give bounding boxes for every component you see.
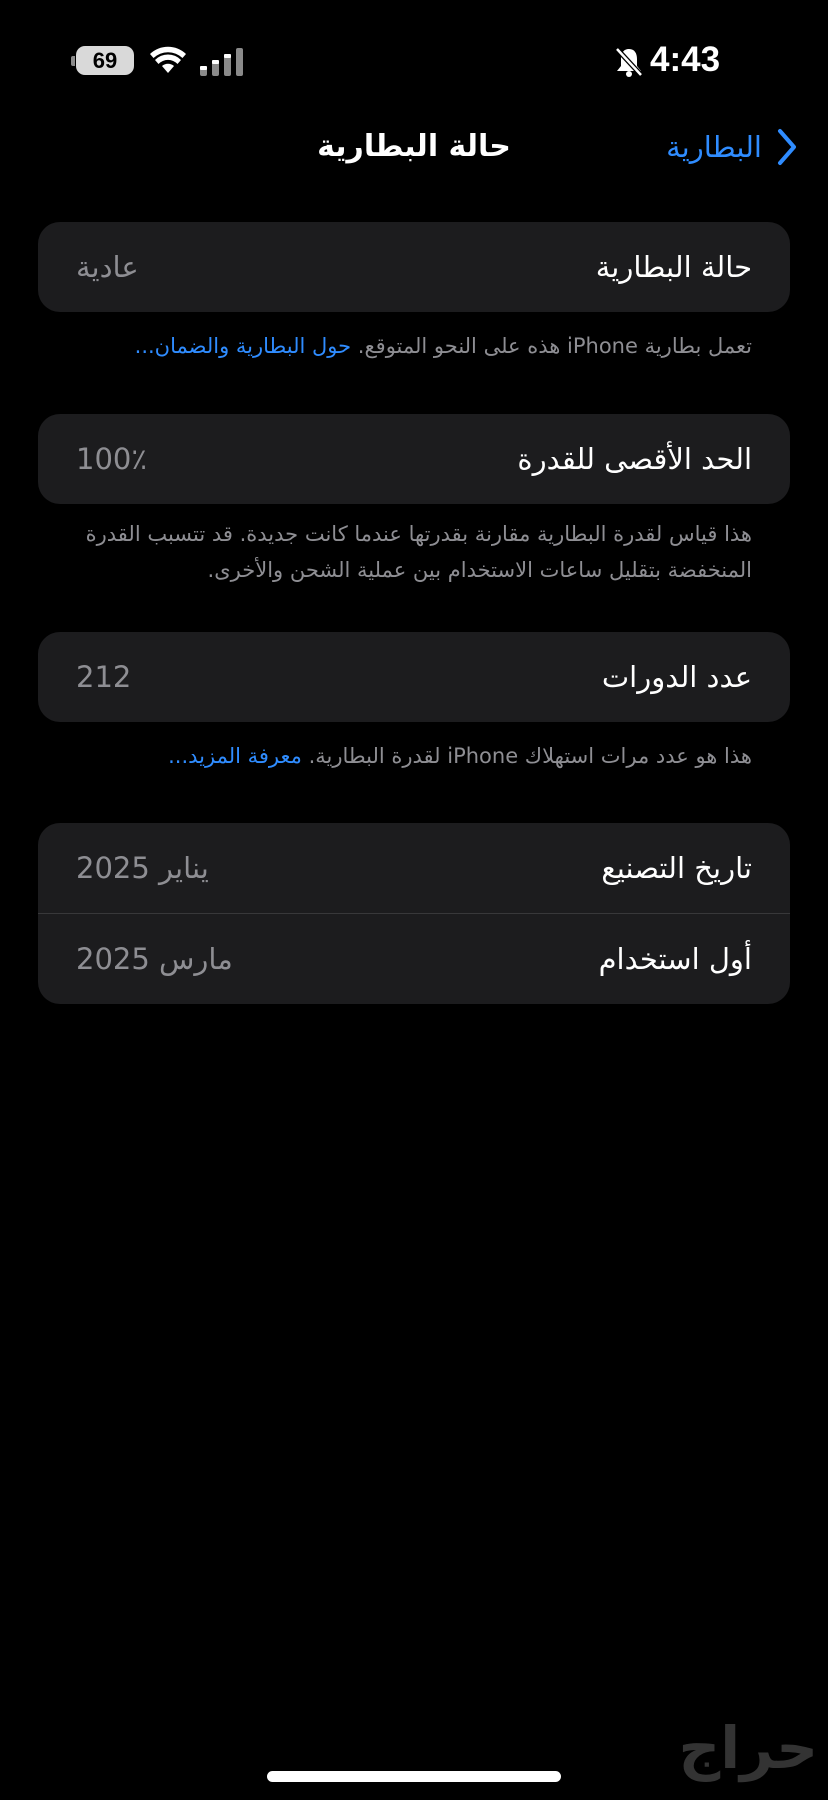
manufacture-date-row: [38, 823, 790, 913]
battery-health-footnote-text: تعمل بطارية iPhone هذه على النحو المتوقع.: [357, 334, 752, 358]
max-capacity-footnote: هذا قياس لقدرة البطارية مقارنة بقدرتها عندما كانت جديدة. قد تتسبب القدرة المنخفضة بتقليل ساعات الاستخدام بين عملية الشحن والأخرى.: [85, 522, 752, 582]
learn-more-link[interactable]: معرفة المزيد...: [168, 744, 302, 768]
cycle-count-card: [38, 632, 790, 722]
max-capacity-value: 100٪: [76, 442, 147, 476]
home-indicator[interactable]: [267, 1771, 561, 1782]
battery-health-card: [38, 222, 790, 312]
battery-health-row: [38, 222, 790, 312]
cycle-count-value: 212: [76, 660, 132, 694]
battery-health-label: حالة البطارية: [595, 250, 752, 284]
chevron-right-icon: [776, 128, 798, 166]
first-use-label: أول استخدام: [598, 942, 752, 976]
page-title: حالة البطارية: [317, 129, 511, 164]
battery-warranty-link[interactable]: حول البطارية والضمان...: [134, 334, 352, 358]
max-capacity-row: [38, 414, 790, 504]
manufacture-date-value: يناير 2025: [76, 851, 209, 885]
first-use-value: مارس 2025: [76, 942, 233, 976]
first-use-row: [38, 914, 790, 1004]
battery-icon: [76, 46, 134, 75]
cycle-count-label: عدد الدورات: [601, 660, 752, 694]
silent-bell-icon: [614, 46, 644, 78]
back-button[interactable]: [666, 122, 798, 172]
manufacture-date-label: تاريخ التصنيع: [601, 851, 752, 885]
dates-card: [38, 823, 790, 1004]
clock: 4:43: [650, 40, 721, 79]
battery-health-footnote: [78, 328, 752, 364]
back-button-label: البطارية: [666, 130, 762, 164]
cycle-count-footnote-text: هذا هو عدد مرات استهلاك iPhone لقدرة البطارية.: [308, 744, 752, 768]
status-bar: [0, 0, 828, 110]
haraj-watermark: حراج: [678, 1714, 818, 1782]
max-capacity-card: [38, 414, 790, 504]
max-capacity-label: الحد الأقصى للقدرة: [517, 442, 752, 476]
wifi-icon: [150, 46, 186, 76]
signal-icon: [200, 48, 244, 76]
cycle-count-footnote: [78, 738, 752, 774]
battery-level: 69: [92, 48, 118, 73]
cycle-count-row: [38, 632, 790, 722]
battery-health-value: عادية: [76, 250, 139, 284]
